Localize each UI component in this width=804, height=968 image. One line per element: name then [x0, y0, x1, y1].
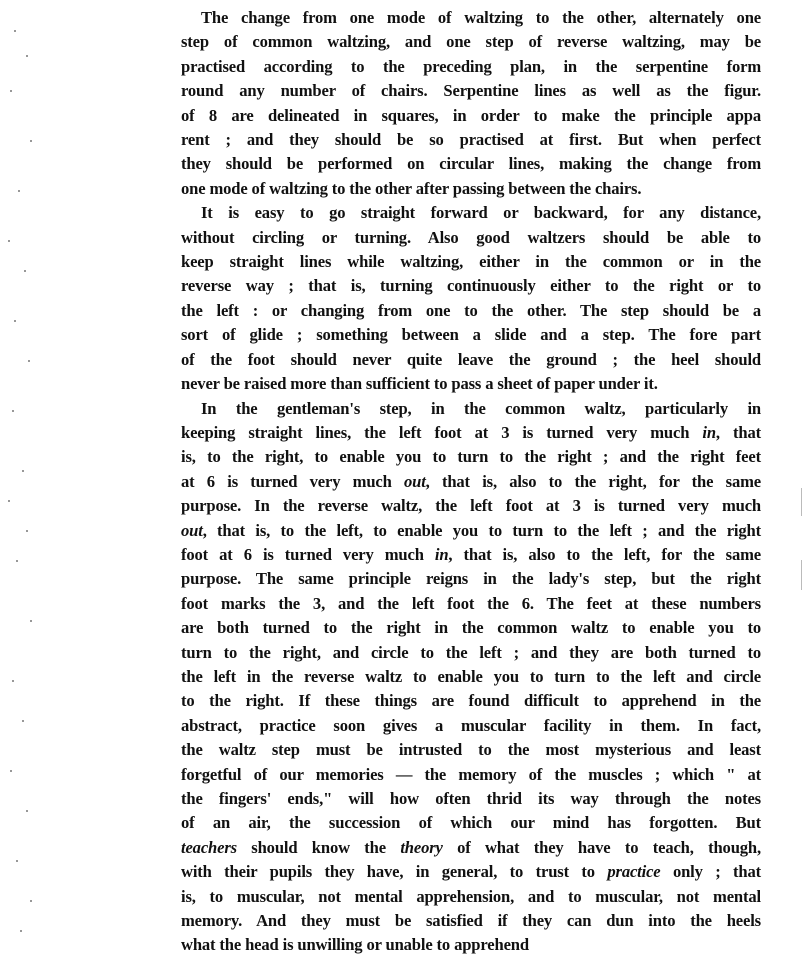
scan-speck: [26, 530, 28, 532]
scan-speck: [22, 720, 24, 722]
text-line: the waltz step must be intrusted to the most mysterious and least: [181, 740, 761, 760]
text-line: with their pupils they have, in general, to trust to practice only ; that: [181, 862, 761, 882]
scan-edge-line-2: [801, 560, 802, 590]
text-line: abstract, practice soon gives a muscular facility in them. In fact,: [181, 715, 761, 735]
text-line: of the foot should never quite leave the ground ; the heel should: [181, 349, 761, 369]
scan-speck: [16, 860, 18, 862]
scan-speck: [26, 55, 28, 57]
text-line: the left in the reverse waltz to enable you to turn to the left and circle: [181, 666, 761, 686]
text-line: In the gentleman's step, in the common waltz, particularly in: [201, 398, 761, 418]
text-line: turn to the right, and circle to the left ; and they are both turned to: [181, 642, 761, 662]
text-line: the left : or changing from one to the other. The step should be a: [181, 300, 761, 320]
text-line: purpose. In the reverse waltz, the left foot at 3 is turned very much: [181, 496, 761, 516]
scan-speck: [22, 470, 24, 472]
text-line: rent ; and they should be so practised at first. But when perfect: [181, 130, 761, 150]
text-line: never be raised more than sufficient to pass a sheet of paper under it.: [181, 374, 658, 394]
scan-speck: [12, 680, 14, 682]
scan-margin-specks: [0, 0, 60, 968]
scan-speck: [10, 770, 12, 772]
text-line: round any number of chairs. Serpentine lines as well as the figur.: [181, 81, 761, 101]
scan-speck: [28, 360, 30, 362]
scan-edge-line-1: [801, 488, 802, 516]
text-line: keep straight lines while waltzing, either in the common or in the: [181, 252, 761, 272]
scan-speck: [26, 810, 28, 812]
scan-speck: [24, 270, 26, 272]
text-line: step of common waltzing, and one step of reverse waltzing, may be: [181, 32, 761, 52]
text-line: keeping straight lines, the left foot at 3 is turned very much in, that: [181, 422, 761, 442]
scan-speck: [30, 900, 32, 902]
scan-speck: [8, 500, 10, 502]
text-line: purpose. The same principle reigns in the lady's step, but the right: [181, 569, 761, 589]
scan-speck: [16, 560, 18, 562]
scan-speck: [10, 90, 12, 92]
text-line: they should be performed on circular lines, making the change from: [181, 154, 761, 174]
text-line: teachers should know the theory of what they have to teach, though,: [181, 837, 762, 857]
text-line: forgetful of our memories — the memory of the muscles ; which " at: [181, 764, 761, 784]
text-line: what the head is unwilling or unable to apprehend: [181, 935, 529, 955]
paragraph: [181, 201, 761, 396]
text-line: reverse way ; that is, turning continuously either to the right or to: [181, 276, 761, 296]
text-line: at 6 is turned very much out, that is, also to the right, for the same: [181, 471, 761, 491]
text-line: is, to the right, to enable you to turn to the right ; and the right feet: [181, 447, 761, 467]
scan-speck: [18, 190, 20, 192]
text-line: practised according to the preceding plan, in the serpentine form: [181, 56, 761, 76]
text-line: are both turned to the right in the common waltz to enable you to: [181, 618, 761, 638]
text-line: the fingers' ends," will how often thrid its way through the notes: [181, 789, 761, 808]
scan-speck: [8, 240, 10, 242]
text-line: It is easy to go straight forward or backward, for any distance,: [201, 203, 761, 223]
paragraph: [181, 6, 761, 201]
text-line: out, that is, to the left, to enable you to turn to the left ; and the right: [181, 520, 761, 540]
text-line: The change from one mode of waltzing to the other, alternately one: [201, 8, 761, 27]
scan-speck: [12, 410, 14, 412]
text-line: of an air, the succession of which our mind has forgotten. But: [181, 813, 761, 833]
text-line: is, to muscular, not mental apprehension, and to muscular, not mental: [181, 886, 761, 906]
scan-speck: [14, 30, 16, 32]
text-line: without circling or turning. Also good waltzers should be able to: [181, 227, 761, 247]
body-text: [181, 6, 761, 958]
text-line: to the right. If these things are found difficult to apprehend in the: [181, 691, 761, 711]
text-line: one mode of waltzing to the other after passing between the chairs.: [181, 178, 642, 198]
text-line: of 8 are delineated in squares, in order to make the principle appa: [181, 105, 761, 125]
scan-speck: [14, 320, 16, 322]
text-line: foot at 6 is turned very much in, that is, also to the left, for the same: [181, 544, 761, 564]
text-line: foot marks the 3, and the left foot the 6. The feet at these numbers: [181, 593, 761, 613]
scan-speck: [30, 140, 32, 142]
text-line: sort of glide ; something between a slide and a step. The fore part: [181, 325, 761, 345]
scan-speck: [30, 620, 32, 622]
paragraph: [181, 397, 761, 958]
text-line: memory. And they must be satisfied if they can dun into the heels: [181, 911, 761, 931]
scan-speck: [20, 930, 22, 932]
